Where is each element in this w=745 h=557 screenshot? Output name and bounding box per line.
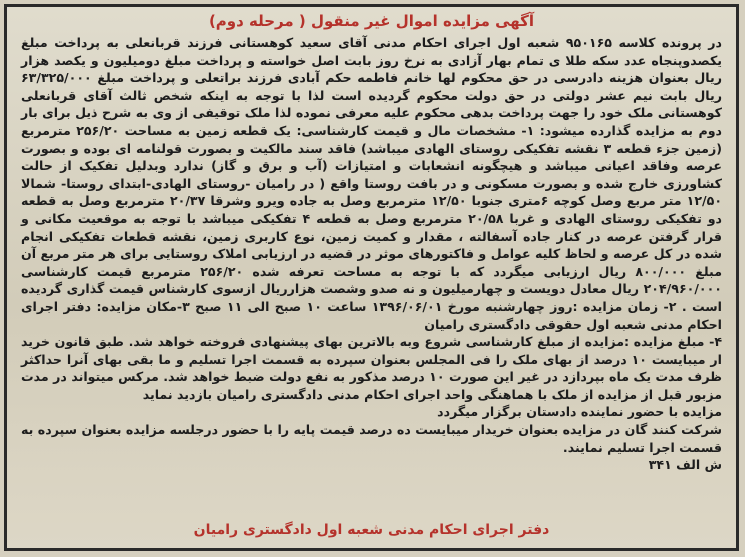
notice-paragraph-main: در پرونده کلاسه ۹۵۰۱۶۵ شعبه اول اجرای احکام مدنی آقای سعید کوهستانی فرزند قربانعلی به پرداخت مبلغ یکصدوپنجاه عدد سکه طلا ی تمام بهار آزادی به نرخ روز بابت اصل خواسته و پرداخت مبلغ دومیلیون و یکصد هزار ریال بعنوان هزینه دادرسی در حق محکوم لها خانم فاطمه حکم آبادی فرزند براتعلی و پرداخت مبلغ ۶۳/۳۲۵/۰۰۰ ریال بابت نیم عشر دولتی در حق دولت محکوم گردیده است لذا با توجه به اینکه شخص ثالث آقای قربانعلی کوهستانی ملک خود را جهت پرداخت بدهی محکوم علیه معرفی نموده لذا ملک توقیفی از وی به شرح ذیل برای بار دوم به مزایده گذارده میشود: ۱- مشخصات مال و قیمت کارشناسی: یک قطعه زمین به مساحت ۲۵۶/۲۰ مترمربع (زمین جزء قطعه ۳ نقشه تفکیکی روستای الهادی میباشد) فاقد سند مالکیت و بصورت قولنامه ای بوده و بصورت عرصه وفاقد اعیانی میباشد و هیچگونه انشعابات و امتیازات (آب و برق و گاز) ندارد وبدلیل تفکیک از حالت کشاورزی خارج شده و بصورت مسکونی و در بافت روستا واقع ( در رامیان -روستای الهادی-ابتدای روستا- شمالا ۱۲/۵۰ متر مربع وصل کوچه ۶متری جنوبا ۱۲/۵۰ مترمربع وصل به جاده ویرو وشرقا ۲۰/۳۷ مترمربع وصل به قطعه دو تفکیکی روستای الهادی و غربا ۲۰/۵۸ مترمربع وصل به قطعه ۴ تفکیکی میباشد با توجه به موقعیت مکانی و قرار گرفتن عرصه در کنار جاده آسفالته ، مقدار و کمیت زمین، نوع کاربری زمین، نقشه قطعات تفکیکی انجام شده در کل عرصه و لحاظ کلیه عوامل و فاکتورهای موثر در قضیه در ارزیابی املاک روستایی برای هر متر مربع آن مبلغ ۸۰۰/۰۰۰ ریال ارزیابی میگردد که با توجه به مساحت تعرفه شده ۲۵۶/۲۰ مترمربع قیمت کارشناسی ۲۰۴/۹۶۰/۰۰۰ ریال معادل دویست و چهارمیلیون و نه صدو وشصت هزارریال ازسوی کارشناس قیمت گذاری گردیده است . ۲- زمان مزایده :روز چهارشنبه مورخ ۱۳۹۶/۰۶/۰۱ ساعت ۱۰ صبح الی ۱۱ صبح ۳-مکان مزایده: دفتر اجرای احکام مدنی شعبه اول حقوقی دادگستری رامیان bbox=[21, 35, 723, 332]
notice-sheet bbox=[4, 4, 739, 551]
notice-footer: دفتر اجرای احکام مدنی شعبه اول دادگستری رامیان bbox=[193, 522, 550, 538]
notice-body bbox=[21, 34, 722, 474]
notice-reference-code: ش الف ۳۴۱ bbox=[648, 457, 722, 473]
notice-paragraph-terms: ۴- مبلغ مزایده :مزایده از مبلغ کارشناسی شروع وبه بالاترین بهای پیشنهادی فروخته خواهد شد. طبق قانون خرید ار میبایست ۱۰ درصد از بهای ملک را فی المجلس بعنوان سپرده به قسمت اجرا تسلیم و ما بقی بهای آنرا حداکثر ظرف مدت یک ماه بپردازد در غیر این صورت ۱۰ درصد مذکور به نفع دولت ضبط خواهد شد. مرکس میتواند در مدت مزبور قبل از مزایده از ملک با هماهنگی واحد اجرای احکام مدنی دادگستری رامیان بازدید نماید bbox=[21, 334, 723, 402]
notice-paragraph-deposit: شرکت کنند گان در مزایده بعنوان خریدار میبایست ده درصد قیمت پایه را با حضور درجلسه مزایده بعنوان سپرده به قسمت اجرا تسلیم نمایند. bbox=[21, 422, 722, 455]
notice-paragraph-prosecutor: مزایده با حضور نماینده دادستان برگزار میگردد bbox=[437, 404, 722, 420]
notice-title: آگهی مزایده اموال غیر منقول ( مرحله دوم) bbox=[208, 12, 535, 30]
